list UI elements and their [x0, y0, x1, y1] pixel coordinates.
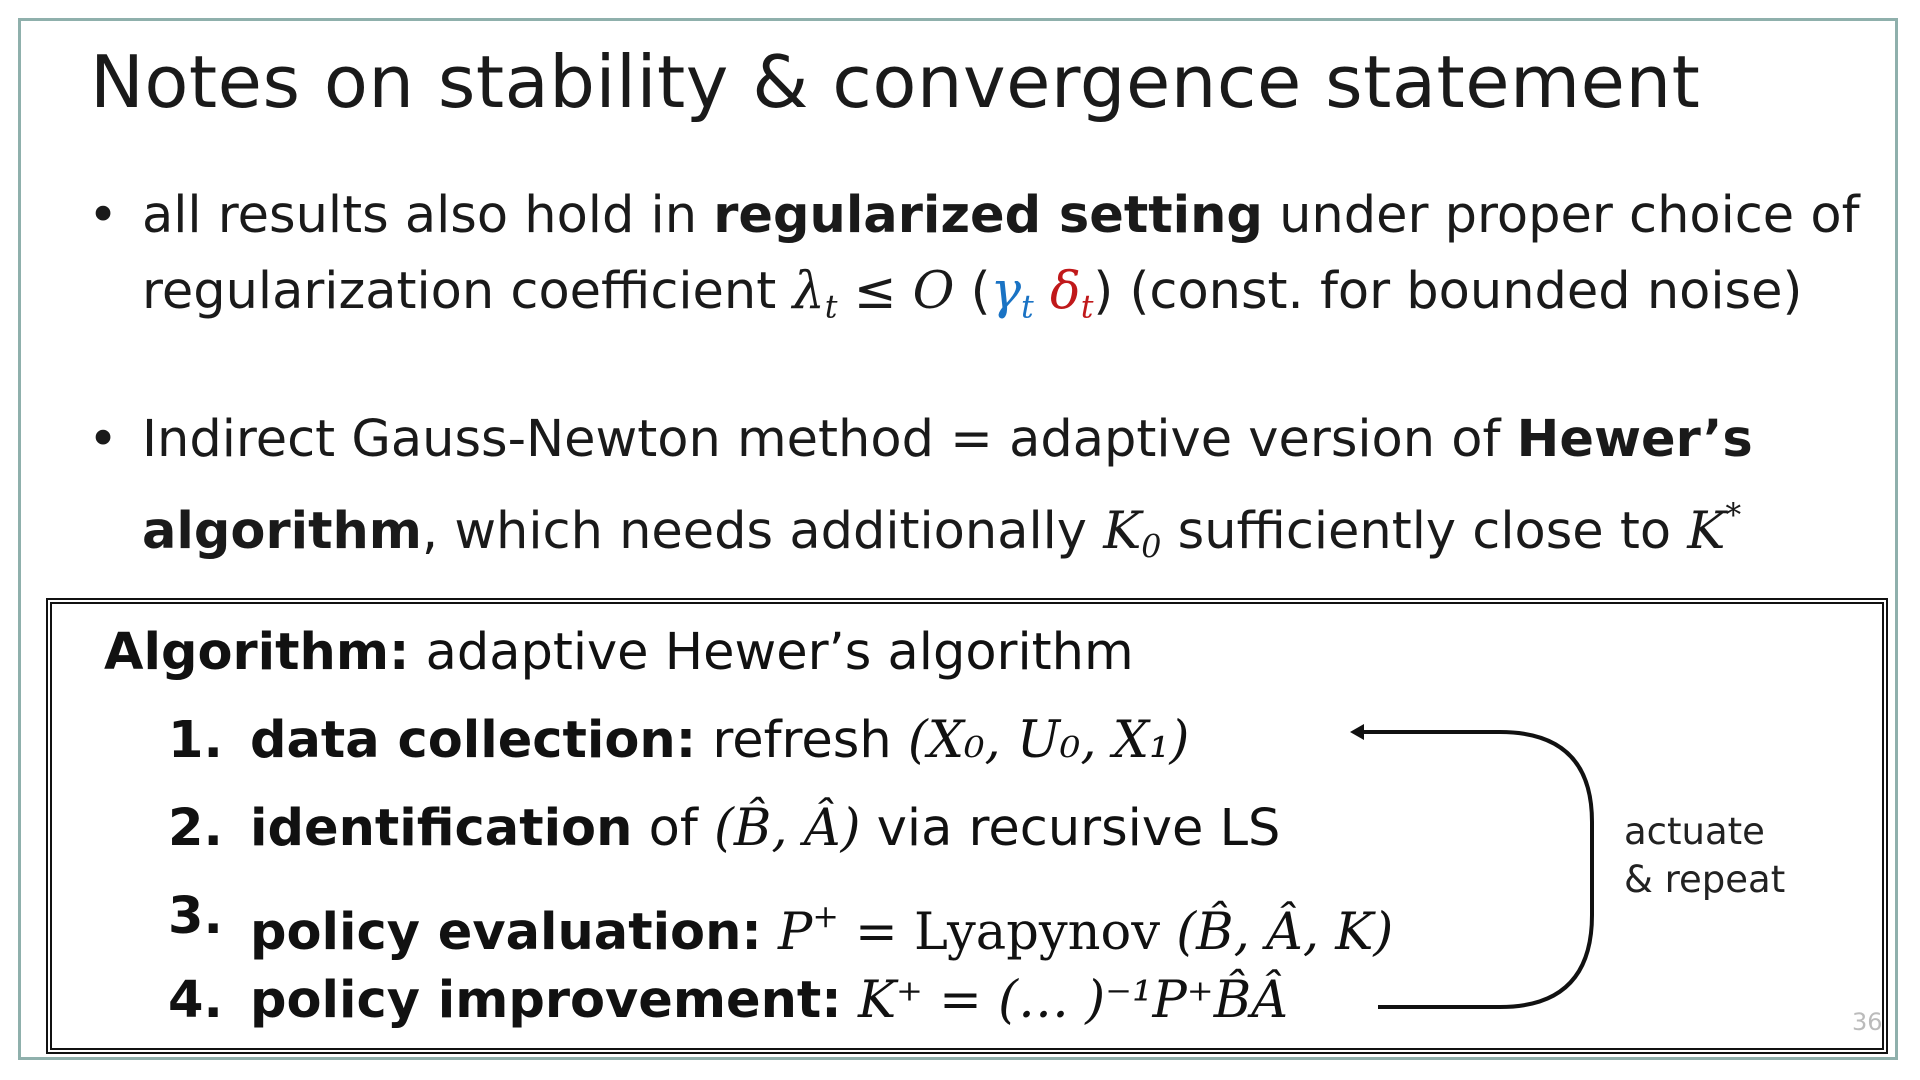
page-number: 36 — [1852, 1008, 1883, 1036]
kstar-symbol: K* — [1687, 498, 1742, 562]
step-math: (B̂, Â) — [714, 799, 861, 858]
algorithm-title: Algorithm: adaptive Hewer’s algorithm — [104, 623, 1134, 682]
loop-arrow — [1330, 700, 1630, 1020]
step-math: P+ = Lyapynov (B̂, Â, K) — [778, 899, 1394, 963]
bullet-marker: • — [88, 410, 119, 469]
bullet-text: under proper choice of — [1262, 186, 1860, 245]
bullet-bold: Hewer’s — [1516, 410, 1753, 469]
bullet-marker: • — [88, 186, 119, 245]
step-math: (X₀, U₀, X₁) — [907, 711, 1190, 770]
bullet-bold: regularized setting — [713, 186, 1263, 245]
arrow-head-icon — [1350, 724, 1364, 740]
bullet-bold: algorithm — [142, 502, 422, 562]
gamma-symbol: $\gamma_t$ — [990, 262, 1034, 326]
big-o-symbol: O — [912, 262, 955, 321]
slide-title: Notes on stability & convergence statement — [90, 40, 1701, 124]
step-math: K⁺ = (… )⁻¹P⁺B̂Â — [857, 971, 1289, 1030]
loop-label: actuate & repeat — [1624, 810, 1786, 901]
bullet-text: regularization coefficient — [142, 262, 793, 321]
bullet-text: all results also hold in — [142, 186, 714, 245]
k0-symbol: $K_0$ — [1103, 502, 1162, 566]
delta-symbol: $\delta_t$ — [1049, 262, 1094, 326]
bullet-text: Indirect Gauss-Newton method = adaptive version of — [142, 410, 1517, 469]
lambda-symbol: $\lambda_t$ — [792, 262, 838, 326]
loop-arrow-path — [1358, 732, 1592, 1007]
